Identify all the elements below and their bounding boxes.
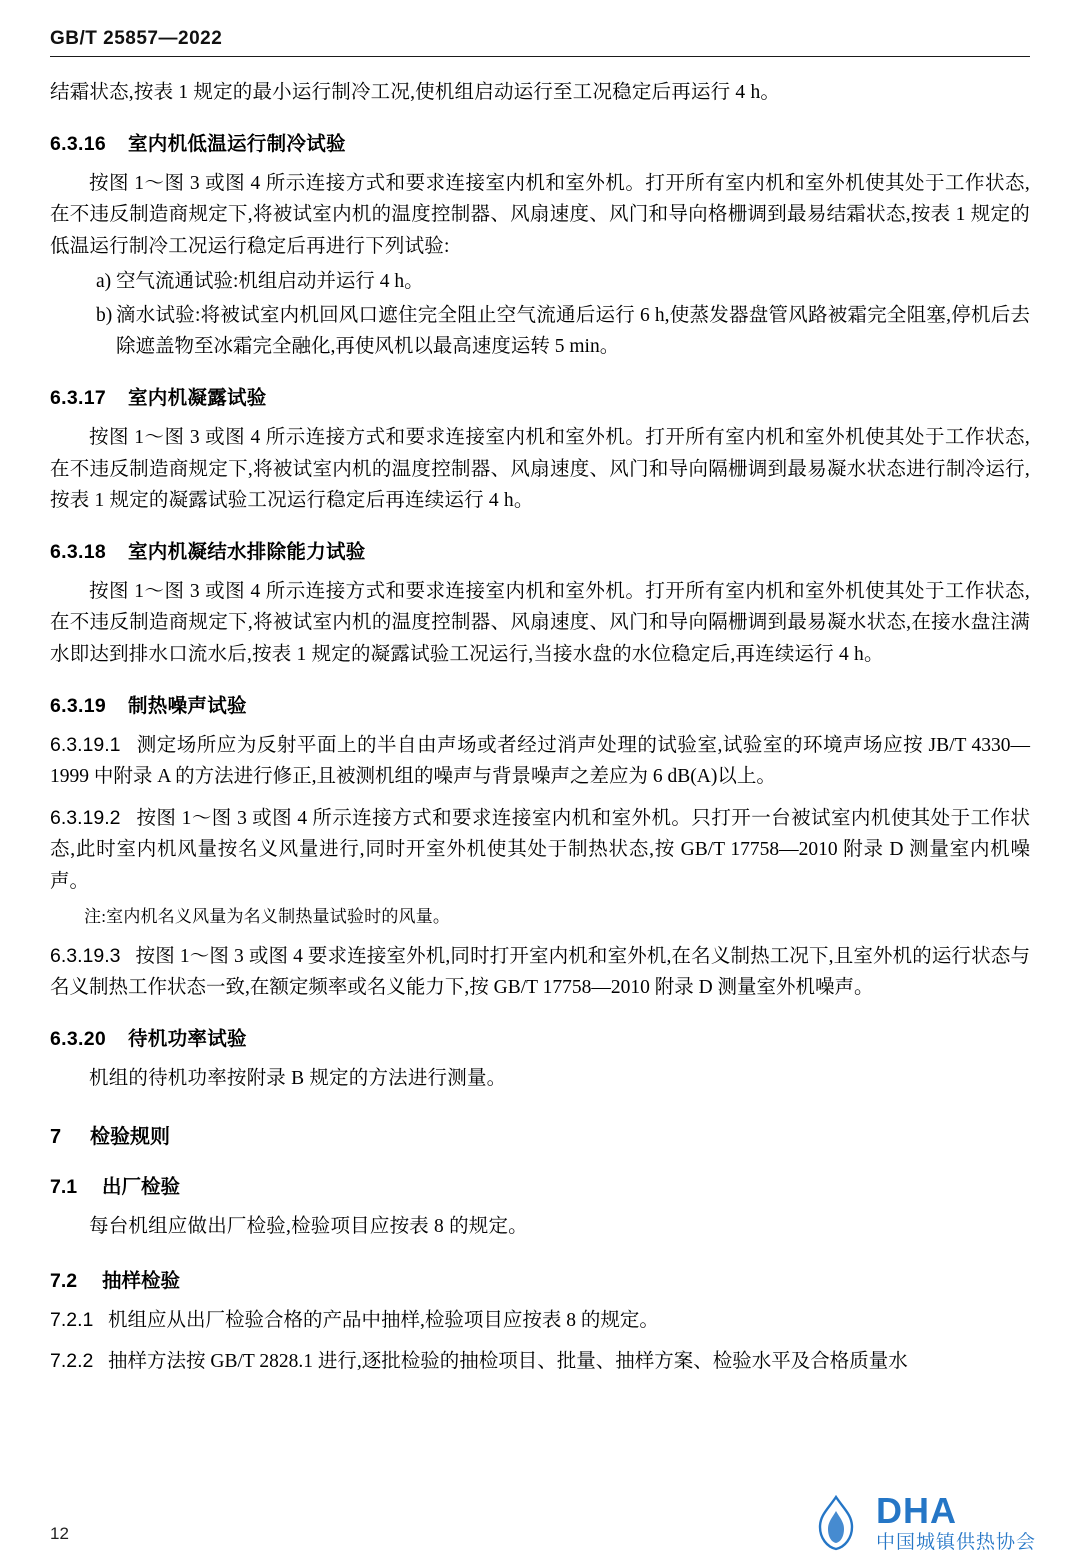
clause-6-3-16-list	[50, 266, 1030, 363]
clause-7-2-1	[50, 1305, 1030, 1337]
section-number: 7	[50, 1126, 62, 1149]
subsection-title: 抽样检验	[102, 1269, 181, 1292]
header-divider	[50, 56, 1030, 57]
clause-title: 室内机凝结水排除能力试验	[128, 540, 366, 563]
list-item	[50, 300, 1030, 363]
watermark-name: 中国城镇供热协会	[875, 1532, 1036, 1553]
subclause-text: 抽样方法按 GB/T 2828.1 进行,逐批检验的抽检项目、批量、抽样方案、检验水平及合格质量水	[108, 1351, 908, 1373]
section-heading-7	[50, 1120, 1030, 1149]
clause-heading-6-3-19	[50, 690, 1030, 718]
subclause-number: 7.2.1	[50, 1308, 94, 1331]
subsection-number: 7.2	[50, 1269, 78, 1292]
dha-flame-icon	[806, 1495, 866, 1551]
subclause-number: 6.3.19.1	[50, 733, 121, 756]
page-header-standard-number: GB/T 25857—2022	[50, 28, 223, 49]
clause-heading-6-3-18	[50, 536, 1030, 564]
watermark-logo	[806, 1490, 1036, 1553]
clause-number: 6.3.18	[50, 540, 107, 563]
clause-title: 待机功率试验	[128, 1027, 247, 1050]
clause-6-3-20-paragraph: 机组的待机功率按附录 B 规定的方法进行测量。	[89, 1067, 507, 1089]
subclause-text: 按图 1～图 3 或图 4 所示连接方式和要求连接室内机和室外机。只打开一台被试室内机使其处于工作状态,此时室内机风量按名义风量进行,同时开室外机使其处于制热状态,按 GB/T 17758—2010 附录 D 测量室内机噪声。	[50, 807, 1030, 892]
subclause-number: 6.3.19.3	[50, 944, 121, 967]
clause-number: 6.3.19	[50, 694, 107, 717]
section-title: 检验规则	[90, 1126, 170, 1149]
clause-number: 6.3.17	[50, 387, 107, 410]
list-item	[50, 266, 1030, 298]
subsection-7-1-paragraph: 每台机组应做出厂检验,检验项目应按表 8 的规定。	[89, 1216, 528, 1238]
subclause-number: 6.3.19.2	[50, 806, 121, 829]
clause-6-3-19-3	[50, 941, 1030, 1004]
list-item-marker: a)	[96, 271, 112, 293]
subsection-heading-7-1	[50, 1171, 1030, 1199]
list-item-marker: b)	[96, 304, 113, 326]
clause-number: 6.3.20	[50, 1027, 107, 1050]
clause-7-2-2	[50, 1346, 1030, 1378]
list-item-text: 空气流通试验:机组启动并运行 4 h。	[116, 271, 424, 293]
clause-6-3-17-paragraph: 按图 1～图 3 或图 4 所示连接方式和要求连接室内机和室外机。打开所有室内机和室外机使其处于工作状态,在不违反制造商规定下,将被试室内机的温度控制器、风扇速度、风门和导向隔栅调到最易凝水状态进行制冷运行,按表 1 规定的凝露试验工况运行稳定后再连续运行 4 h。	[50, 427, 1030, 512]
subclause-text: 测定场所应为反射平面上的半自由声场或者经过消声处理的试验室,试验室的环境声场应按 JB/T 4330—1999 中附录 A 的方法进行修正,且被测机组的噪声与背景噪声之差应为 6 dB(A)以上。	[50, 734, 1031, 788]
clause-number: 6.3.16	[50, 132, 107, 155]
clause-heading-6-3-20	[50, 1023, 1030, 1051]
clause-title: 制热噪声试验	[128, 694, 247, 717]
clause-title: 室内机低温运行制冷试验	[128, 132, 346, 155]
clause-6-3-19-1	[50, 730, 1030, 793]
clause-heading-6-3-17	[50, 382, 1030, 410]
clause-heading-6-3-16	[50, 128, 1030, 156]
clause-title: 室内机凝露试验	[128, 387, 267, 410]
subsection-heading-7-2	[50, 1265, 1030, 1293]
watermark-text	[875, 1490, 1036, 1553]
clause-6-3-19-note: 注:室内机名义风量为名义制热量试验时的风量。	[84, 907, 451, 927]
list-item-text: 滴水试验:将被试室内机回风口遮住完全阻止空气流通后运行 6 h,使蒸发器盘管风路被霜完全阻塞,停机后去除遮盖物至冰霜完全融化,再使风机以最高速度运转 5 min。	[116, 304, 1030, 358]
intro-continued-paragraph: 结霜状态,按表 1 规定的最小运行制冷工况,使机组启动运行至工况稳定后再运行 4 h。	[50, 82, 781, 103]
page-number: 12	[50, 1524, 69, 1543]
subsection-title: 出厂检验	[102, 1176, 181, 1199]
subclause-text: 机组应从出厂检验合格的产品中抽样,检验项目应按表 8 的规定。	[108, 1309, 659, 1331]
subclause-text: 按图 1～图 3 或图 4 要求连接室外机,同时打开室内机和室外机,在名义制热工况下,且室外机的运行状态与名义制热工作状态一致,在额定频率或名义能力下,按 GB/T 17758—2010 附录 D 测量室外机噪声。	[50, 945, 1030, 999]
subclause-number: 7.2.2	[50, 1350, 94, 1373]
clause-6-3-19-2	[50, 803, 1030, 898]
clause-6-3-16-paragraph: 按图 1～图 3 或图 4 所示连接方式和要求连接室内机和室外机。打开所有室内机和室外机使其处于工作状态,在不违反制造商规定下,将被试室内机的温度控制器、风扇速度、风门和导向格栅调到最易结霜状态,按表 1 规定的低温运行制冷工况运行稳定后再进行下列试验:	[50, 172, 1030, 257]
watermark-abbr: DHA	[875, 1490, 957, 1531]
subsection-number: 7.1	[50, 1176, 78, 1199]
clause-6-3-18-paragraph: 按图 1～图 3 或图 4 所示连接方式和要求连接室内机和室外机。打开所有室内机和室外机使其处于工作状态,在不违反制造商规定下,将被试室内机的温度控制器、风扇速度、风门和导向隔栅调到最易凝水状态,在接水盘注满水即达到排水口流水后,按表 1 规定的凝露试验工况运行,当接水盘的水位稳定后,再连续运行 4 h。	[50, 580, 1030, 665]
